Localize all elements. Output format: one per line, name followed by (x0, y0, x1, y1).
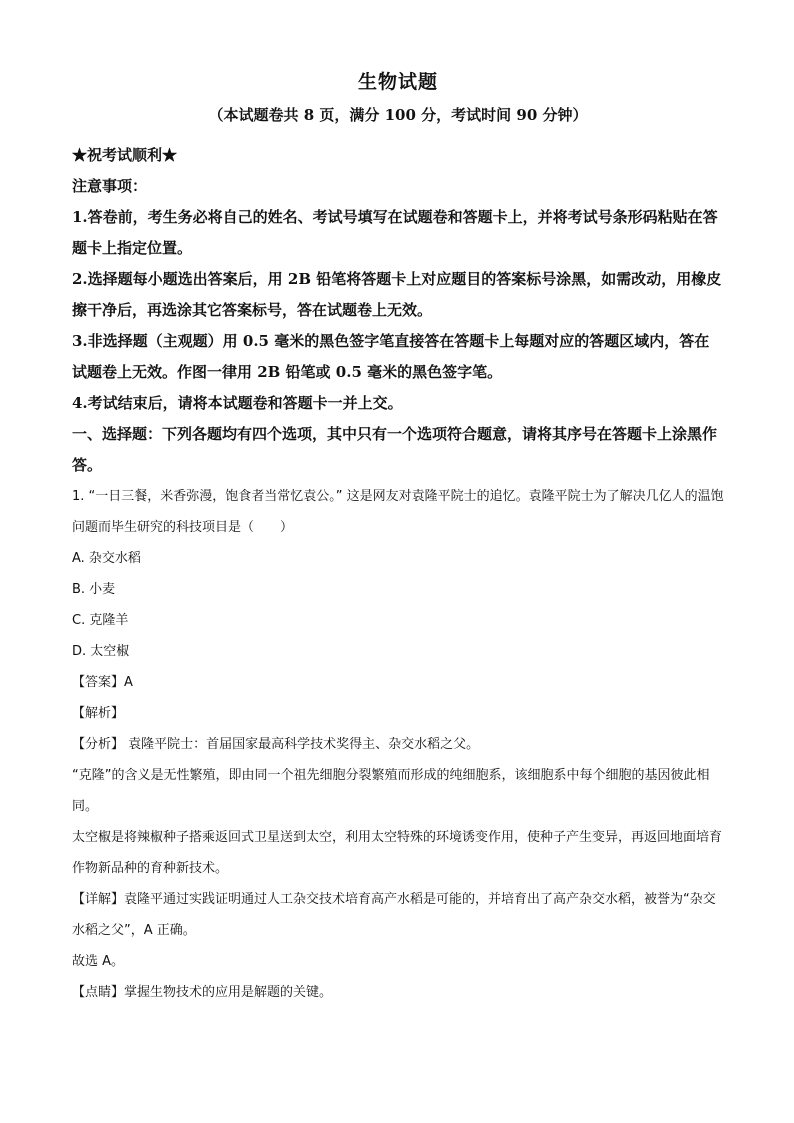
analysis-fenxi (72, 729, 724, 760)
xiangjie-text: 袁隆平通过实践证明通过人工杂交技术培育高产水稻是可能的，并培育出了高产杂交水稻，被誉为“杂交水稻之父”，A 正确。 (72, 892, 716, 938)
analysis-clone: “克隆”的含义是无性繁殖，即由同一个祖先细胞分裂繁殖而形成的纯细胞系，该细胞系中每个细胞的基因彼此相同。 (72, 768, 710, 814)
question-stem: 1. “一日三餐，米香弥漫，饱食者当常忆袁公。” 这是网友对袁隆平院士的追忆。袁隆平院士为了解决几亿人的温饱问题而毕生研究的科技项目是（ ） (72, 489, 724, 535)
analysis-dianjing (72, 977, 724, 1008)
option-c: C. 克隆羊 (72, 613, 129, 628)
page-title: 生物试题 (357, 71, 438, 93)
option-b: B. 小麦 (72, 582, 116, 597)
note-item: 1.答卷前，考生务必将自己的姓名、考试号填写在试题卷和答题卡上，并将考试号条形码粘贴在答题卡上指定位置。 (72, 208, 718, 257)
option-d: D. 太空椒 (72, 644, 130, 659)
option-a: A. 杂交水稻 (72, 551, 141, 566)
answer-value: A (124, 675, 133, 690)
analysis-conclusion: 故选 A。 (72, 954, 125, 969)
analysis-space: 太空椒是将辣椒种子搭乘返回式卫星送到太空，利用太空特殊的环境诱变作用，使种子产生变异，再返回地面培育作物新品种的育种新技术。 (72, 830, 723, 876)
fenxi-text: 袁隆平院士：首届国家最高科学技术奖得主、杂交水稻之父。 (124, 737, 480, 752)
document-page (72, 68, 724, 1008)
section-heading: 一、选择题：下列各题均有四个选项，其中只有一个选项符合题意，请将其序号在答题卡上涂黑作答。 (72, 425, 718, 474)
analysis-xiangjie (72, 884, 724, 946)
note-item: 2.选择题每小题选出答案后，用 2B 铅笔将答题卡上对应题目的答案标号涂黑，如需改动，用橡皮擦干净后，再选涂其它答案标号，答在试题卷上无效。 (72, 270, 722, 319)
good-luck-line: ★祝考试顺利★ (72, 146, 178, 164)
analysis-heading: 【解析】 (72, 706, 125, 721)
notes-heading: 注意事项： (72, 177, 148, 195)
dianjing-text: 掌握生物技术的应用是解题的关键。 (124, 985, 333, 1000)
answer-line (72, 667, 724, 698)
note-item: 3.非选择题（主观题）用 0.5 毫米的黑色签字笔直接答在答题卡上每题对应的答题区域内，答在试题卷上无效。作图一律用 2B 铅笔或 0.5 毫米的黑色签字笔。 (72, 332, 710, 381)
exam-info: （本试题卷共 8 页，满分 100 分，考试时间 90 分钟） (208, 106, 588, 124)
dianjing-tag: 【点睛】 (72, 985, 125, 1000)
fenxi-tag: 【分析】 (72, 737, 125, 752)
answer-tag: 【答案】 (72, 675, 125, 690)
xiangjie-tag: 【详解】 (72, 892, 125, 907)
note-item: 4.考试结束后，请将本试题卷和答题卡一并上交。 (72, 394, 403, 412)
